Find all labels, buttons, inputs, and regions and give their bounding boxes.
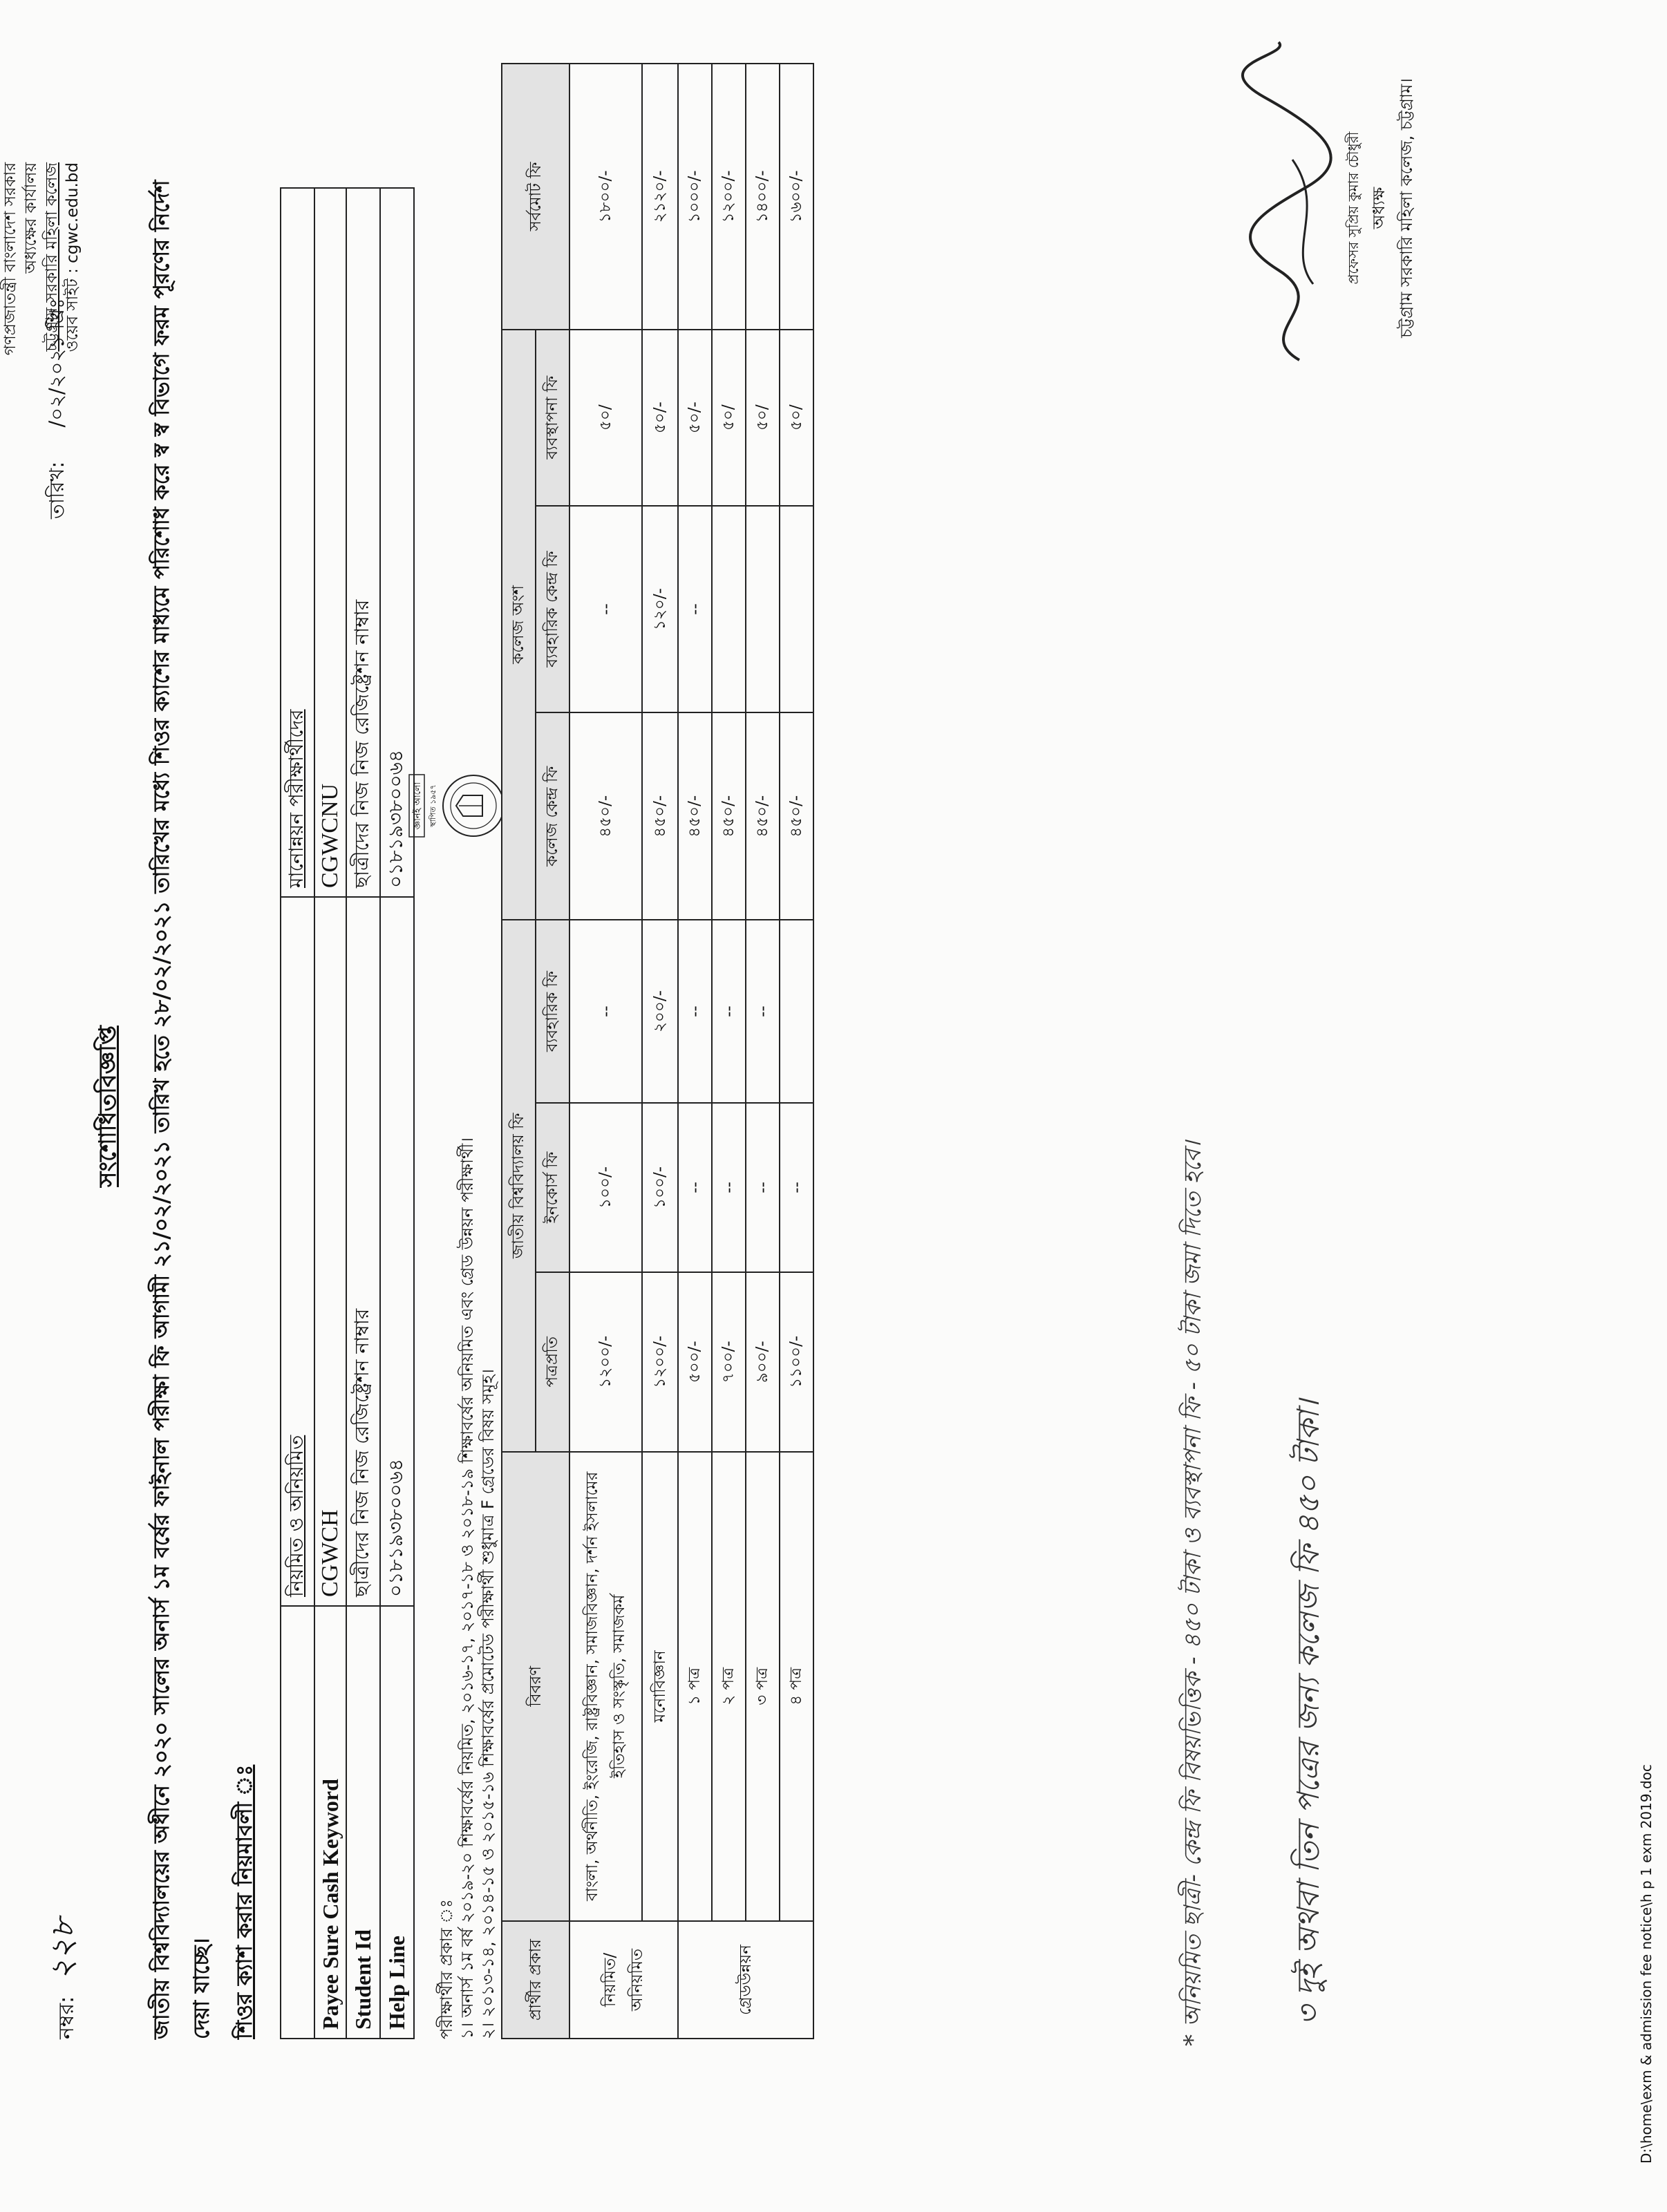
cell-practical-center: -- — [678, 506, 712, 713]
cell-college-center: ৪৫০/- — [746, 712, 780, 920]
logo-year: স্থাপিত ১৯৫৭ — [428, 784, 437, 827]
key-label: Student Id — [346, 1606, 380, 2039]
cell-practical: -- — [569, 920, 642, 1103]
college-logo — [408, 747, 508, 864]
row-description: ৪ পত্র — [780, 1452, 813, 1921]
cell-paper: ১১০০/- — [780, 1272, 813, 1452]
reference-value: ২২৮ — [44, 1918, 81, 1981]
office-name: অধ্যক্ষের কার্যালয় — [22, 162, 40, 274]
cell-college-center: ৪৫০/- — [569, 712, 642, 920]
fee-header-row — [502, 64, 536, 2039]
cell-practical-center — [780, 506, 813, 713]
page-title: সংশোধিতবিজ্ঞপ্তি — [94, 1025, 122, 1187]
cell-practical-center: ১২০/- — [642, 506, 678, 713]
cell-incourse: ১০০/- — [569, 1103, 642, 1272]
table-row — [780, 64, 813, 2039]
row-description: ১ পত্র — [678, 1452, 712, 1921]
key-value: ০১৮১৯৩৮০০৬৪ — [380, 188, 414, 897]
principal-name: প্রফেসর সুপ্রিয় কুমার চৌধুরী — [1345, 131, 1362, 285]
key-label: Help Line — [380, 1606, 414, 2039]
cell-management: ৫০/ — [712, 330, 746, 506]
table-row — [642, 64, 678, 2039]
date-value: /০২/২০২১ খ্রিঃ — [45, 298, 68, 428]
table-row — [569, 64, 642, 2039]
cell-total: ১৮০০/- — [569, 64, 642, 330]
key-header-regular: নিয়মিত ও অনিয়মিত — [281, 897, 314, 1606]
header-nu-fee: জাতীয় বিশ্ববিদ্যালয় ফি — [502, 920, 536, 1451]
row-description: ৩ পত্র — [746, 1452, 780, 1921]
key-header-improvement: মানোন্নয়ন পরীক্ষার্থীদের — [281, 188, 314, 897]
notice-text: জাতীয় বিশ্ববিদ্যালয়ের অধীনে ২০২০ সালের অনার্স ১ম বর্ষের ফাইনাল পরীক্ষা ফি আগামী ২১/০২/২০২১ তারিখ হতে ২৮/০২/২০২১ তারিখের মধ্যে শিওর ক্যাশের মাধ্যমে পরিশোধ করে স্ব স্ব বিভাগে ফরম পূরণের নির্দেশ দেয়া যাচ্ছে। — [149, 180, 214, 2039]
cell-total: ১৬০০/- — [780, 64, 813, 330]
cell-management: ৫০/ — [780, 330, 813, 506]
row-description: ২ পত্র — [712, 1452, 746, 1921]
reference-number — [39, 1918, 91, 2039]
rules-title: শিওর ক্যাশ করার নিয়মাবলী ঃ — [232, 1764, 257, 2039]
header-total: সর্বমোট ফি — [502, 64, 569, 330]
signature-scribble — [1237, 28, 1341, 388]
cell-total: ১২০০/- — [712, 64, 746, 330]
key-value: ০১৮১৯৩৮০০৬৪ — [380, 897, 414, 1606]
file-path: D:\home\exm & admission fee notice\h p 1 exm 2019.doc — [1638, 1764, 1655, 2164]
key-value: ছাত্রীদের নিজ নিজ রেজিষ্ট্রেশন নাম্বার — [346, 188, 380, 897]
cell-total: ১৪০০/- — [746, 64, 780, 330]
key-value: CGWCH — [314, 897, 346, 1606]
candidate-type-item: ২। ২০১৩-১৪, ২০১৪-১৫ ও ২০১৫-১৬ শিক্ষাবর্ষের প্রমোটেড পরীক্ষার্থী শুধুমাত্র F গ্রেডের বিষয় সমূহ। — [478, 1369, 498, 2039]
cell-practical — [780, 920, 813, 1103]
principal-institution: চট্টগ্রাম সরকারি মহিলা কলেজ, চট্টগ্রাম। — [1397, 78, 1416, 338]
key-value: CGWCNU — [314, 188, 346, 897]
cell-incourse: -- — [712, 1103, 746, 1272]
website: ওয়েব সাইট : cgwc.edu.bd — [64, 162, 82, 352]
table-row — [314, 188, 346, 2039]
government-name: গণপ্রজাতন্ত্রী বাংলাদেশ সরকার — [1, 162, 19, 356]
cell-management: ৫০/- — [678, 330, 712, 506]
cell-practical: -- — [712, 920, 746, 1103]
table-row — [746, 64, 780, 2039]
cell-incourse: -- — [678, 1103, 712, 1272]
date-label: তারিখ: — [45, 461, 68, 519]
row-description: মনোবিজ্ঞান — [642, 1452, 678, 1921]
header-college-center: কলেজ কেন্দ্র ফি — [536, 712, 569, 920]
header-description: বিবরণ — [502, 1452, 569, 1921]
cell-practical-center — [712, 506, 746, 713]
cell-management: ৫০/- — [642, 330, 678, 506]
header-practical: ব্যবহারিক ফি — [536, 920, 569, 1103]
key-label: Payee Sure Cash Keyword — [314, 1606, 346, 2039]
header-management: ব্যবস্থাপনা ফি — [536, 330, 569, 506]
header-college-part: কলেজ অংশ — [502, 330, 536, 920]
cell-total: ২১২০/- — [642, 64, 678, 330]
cell-practical: ২০০/- — [642, 920, 678, 1103]
header-incourse: ইনকোর্স ফি — [536, 1103, 569, 1272]
cell-management: ৫০/ — [746, 330, 780, 506]
cell-incourse: -- — [746, 1103, 780, 1272]
cell-management: ৫০/ — [569, 330, 642, 506]
header-practical-center: ব্যবহারিক কেন্দ্র ফি — [536, 506, 569, 713]
candidate-types-title: পরীক্ষার্থীর প্রকার ঃ — [437, 1899, 456, 2039]
candidate-type-improvement: গ্রেডউন্নয়ন — [678, 1921, 813, 2039]
key-table-corner — [281, 1606, 314, 2039]
key-table-header-row — [281, 188, 314, 2039]
college-name: চট্টগ্রাম সরকারি মহিলা কলেজ — [43, 162, 61, 352]
signature-block — [1237, 28, 1422, 388]
cell-practical-center: -- — [569, 506, 642, 713]
cell-incourse: ১০০/- — [642, 1103, 678, 1272]
cell-college-center: ৪৫০/- — [678, 712, 712, 920]
row-description: বাংলা, অর্থনীতি, ইংরেজি, রাষ্ট্রবিজ্ঞান, সমাজবিজ্ঞান, দর্শন ইসলামের ইতিহাস ও সংস্কৃতি, সমাজকর্ম — [569, 1452, 642, 1921]
header-per-paper: পত্রপ্রতি — [536, 1272, 569, 1452]
candidate-type-item: ১। অনার্স ১ম বর্ষ ২০১৯-২০ শিক্ষাবর্ষের নিয়মিত, ২০১৬-১৭, ২০১৭-১৮ ও ২০১৮-১৯ শিক্ষাবর্ষের অনিয়মিত এবং গ্রেড উন্নয়ন পরীক্ষার্থী। — [458, 1137, 477, 2039]
cell-practical-center — [746, 506, 780, 713]
cell-paper: ১২০০/- — [569, 1272, 642, 1452]
fee-table — [501, 63, 814, 2039]
principal-role: অধ্যক্ষ — [1369, 187, 1388, 229]
cell-paper: ৭০০/- — [712, 1272, 746, 1452]
table-row — [712, 64, 746, 2039]
table-row — [678, 64, 712, 2039]
header-candidate-type: প্রার্থীর প্রকার — [502, 1921, 569, 2039]
cell-college-center: ৪৫০/- — [642, 712, 678, 920]
key-value: ছাত্রীদের নিজ নিজ রেজিষ্ট্রেশন নাম্বার — [346, 897, 380, 1606]
cell-paper: ৫০০/- — [678, 1272, 712, 1452]
table-row — [346, 188, 380, 2039]
logo-motto: জ্ঞানই আলো — [413, 782, 423, 830]
table-row — [380, 188, 414, 2039]
reference-label: নম্বর: — [55, 1996, 79, 2039]
cell-practical: -- — [746, 920, 780, 1103]
handwritten-note-1: * অনিয়মিত ছাত্রী- কেন্দ্র ফি বিষয়ভিত্তিক - ৪৫০ টাকা ও ব্যবস্থাপনা ফি - ৫০ টাকা জমা দিতে হবে। — [1179, 1141, 1207, 2046]
cell-college-center: ৪৫০/- — [780, 712, 813, 920]
handwritten-note-2: ৩ দুই অথবা তিন পত্রের জন্য কলেজ ফি ৪৫০ টাকা। — [1291, 1399, 1326, 2025]
cell-college-center: ৪৫০/- — [712, 712, 746, 920]
cell-incourse: -- — [780, 1103, 813, 1272]
cell-total: ১০০০/- — [678, 64, 712, 330]
date — [41, 298, 75, 547]
candidate-type-regular: নিয়মিত/ অনিয়মিত — [569, 1921, 678, 2039]
cell-paper: ১২০০/- — [642, 1272, 678, 1452]
cell-practical: -- — [678, 920, 712, 1103]
cell-paper: ৯০০/- — [746, 1272, 780, 1452]
payment-key-table — [280, 187, 415, 2039]
